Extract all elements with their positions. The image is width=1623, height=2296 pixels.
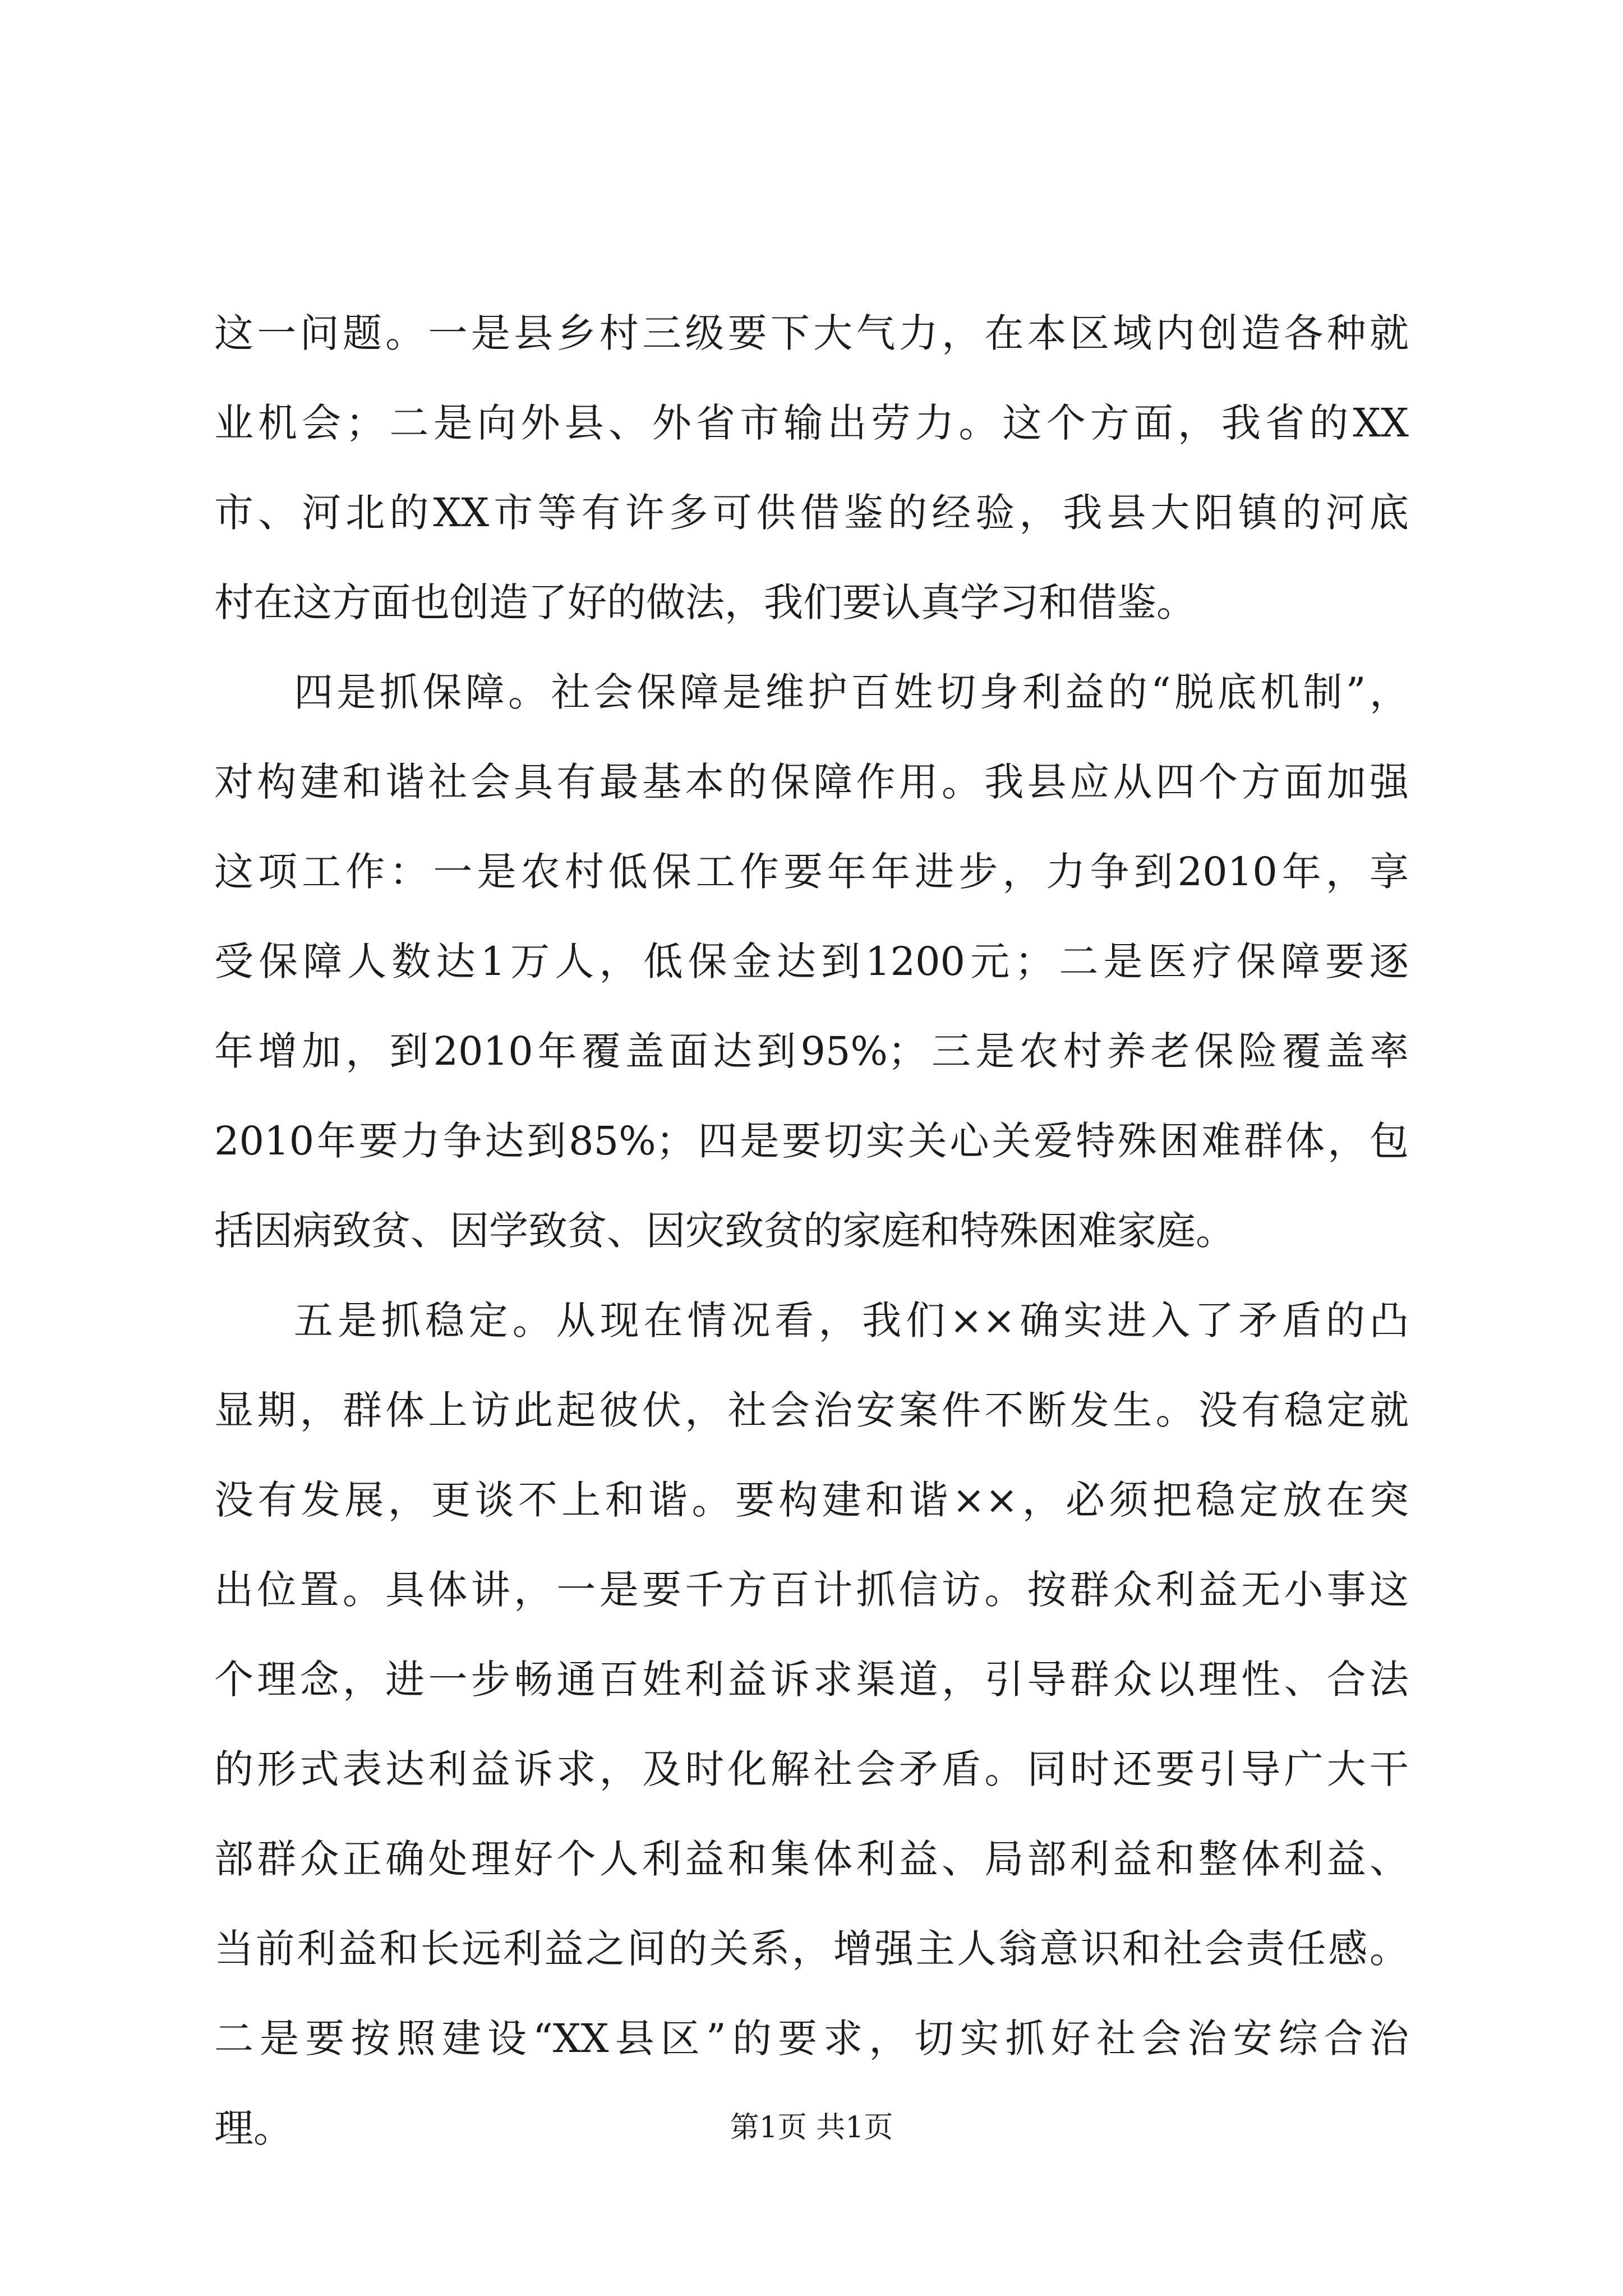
text-line: 四是抓保障。社会保障是维护百姓切身利益的“脱底机制”， — [294, 669, 1409, 715]
text-line: 市、河北的XX市等有许多可供借鉴的经验，我县大阳镇的河底 — [214, 490, 1409, 536]
text-line: 的形式表达利益诉求，及时化解社会矛盾。同时还要引导广大干 — [214, 1746, 1409, 1792]
text-line: 当前利益和长远利益之间的关系，增强主人翁意识和社会责任感。 — [214, 1926, 1409, 1972]
text-line: 年增加，到2010年覆盖面达到95%；三是农村养老保险覆盖率 — [214, 1028, 1409, 1074]
text-line: 2010年要力争达到85%；四是要切实关心关爱特殊困难群体，包 — [214, 1118, 1409, 1164]
text-line: 这一问题。一是县乡村三级要下大气力，在本区域内创造各种就 — [214, 310, 1409, 356]
text-line: 业机会；二是向外县、外省市输出劳力。这个方面，我省的XX — [214, 400, 1409, 446]
page-number-label: 第1页 共1页 — [730, 2111, 893, 2145]
text-line: 显期，群体上访此起彼伏，社会治安案件不断发生。没有稳定就 — [214, 1387, 1409, 1433]
page-footer — [0, 2108, 1623, 2147]
text-line: 对构建和谐社会具有最基本的保障作用。我县应从四个方面加强 — [214, 759, 1409, 805]
text-line: 括因病致贫、因学致贫、因灾致贫的家庭和特殊困难家庭。 — [214, 1208, 1235, 1254]
text-line: 没有发展，更谈不上和谐。要构建和谐××，必须把稳定放在突 — [214, 1477, 1409, 1523]
text-line: 二是要按照建设“XX县区”的要求，切实抓好社会治安综合治 — [214, 2016, 1409, 2062]
text-line: 理。 — [214, 2105, 293, 2151]
text-line: 五是抓稳定。从现在情况看，我们××确实进入了矛盾的凸 — [294, 1297, 1409, 1343]
text-line: 这项工作：一是农村低保工作要年年进步，力争到2010年，享 — [214, 849, 1409, 895]
document-body — [214, 288, 1409, 2173]
text-line: 个理念，进一步畅通百姓利益诉求渠道，引导群众以理性、合法 — [214, 1657, 1409, 1703]
text-line: 部群众正确处理好个人利益和集体利益、局部利益和整体利益、 — [214, 1836, 1409, 1882]
text-line: 出位置。具体讲，一是要千方百计抓信访。按群众利益无小事这 — [214, 1567, 1409, 1613]
text-line: 受保障人数达1万人，低保金达到1200元；二是医疗保障要逐 — [214, 938, 1409, 984]
text-line: 村在这方面也创造了好的做法，我们要认真学习和借鉴。 — [214, 579, 1196, 625]
